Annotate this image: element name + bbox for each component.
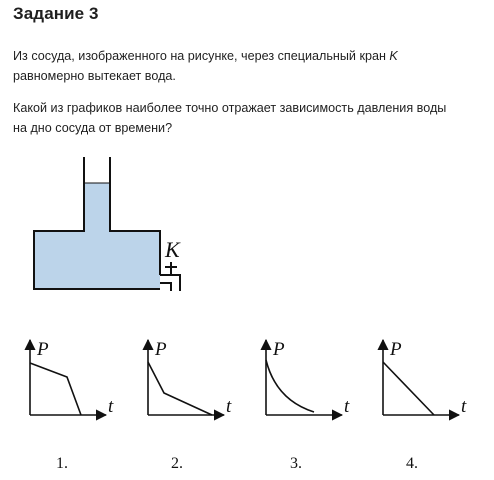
graph-3-x-label: t bbox=[344, 396, 350, 417]
graph-4-number: 4. bbox=[406, 455, 418, 472]
question-line-1: Какой из графиков наиболее точно отражает зависимость давления воды bbox=[13, 101, 447, 115]
graph-1-x-label: t bbox=[108, 396, 114, 417]
graph-4-curve bbox=[383, 362, 434, 415]
graph-3-number: 3. bbox=[290, 455, 302, 472]
task-title: Задание 3 bbox=[13, 4, 99, 23]
graph-2-y-label: P bbox=[155, 339, 167, 360]
graph-4-x-label: t bbox=[461, 396, 467, 417]
graph-2-curve bbox=[148, 362, 212, 415]
graph-1-y-label: P bbox=[37, 339, 49, 360]
condition-text-line2: равномерно вытекает вода. bbox=[13, 69, 176, 83]
question-line-2: на дно сосуда от времени? bbox=[13, 121, 173, 135]
graph-1-curve bbox=[30, 363, 81, 415]
condition-text: Из сосуда, изображенного на рисунке, через специальный кран bbox=[13, 49, 390, 63]
graph-2-x-label: t bbox=[226, 396, 232, 417]
tap-variable: K bbox=[389, 49, 398, 63]
graph-1-number: 1. bbox=[56, 455, 68, 472]
graph-4-y-label: P bbox=[390, 339, 402, 360]
graph-3-curve bbox=[266, 360, 314, 412]
graph-2-number: 2. bbox=[171, 455, 183, 472]
tap-label: K bbox=[165, 237, 180, 262]
graph-3-y-label: P bbox=[273, 339, 285, 360]
